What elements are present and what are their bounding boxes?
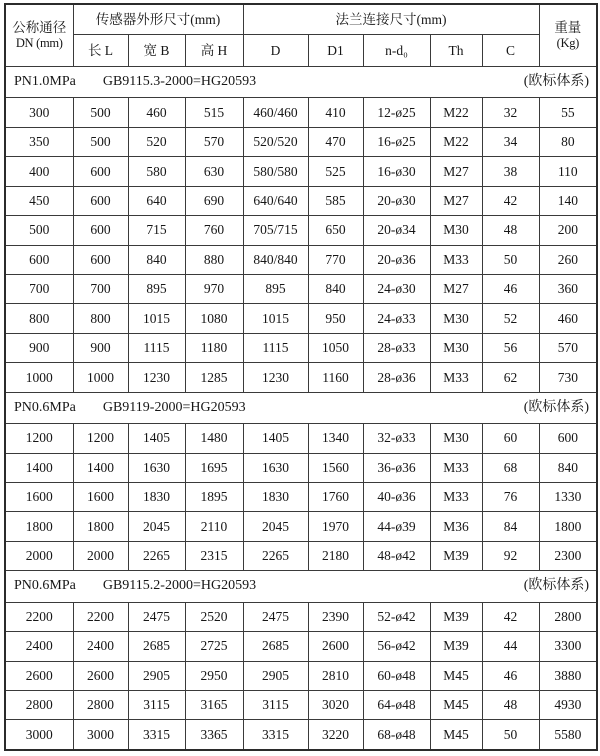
cell: M30 <box>430 333 482 362</box>
cell: 2685 <box>243 632 308 661</box>
cell: 700 <box>73 274 128 303</box>
cell: 1230 <box>128 363 185 392</box>
section-row <box>5 67 597 98</box>
cell: 500 <box>5 216 73 245</box>
header-height-h: 高 H <box>185 35 243 67</box>
cell: 60 <box>482 424 539 453</box>
cell: 28-ø36 <box>363 363 430 392</box>
cell: M27 <box>430 186 482 215</box>
table-row <box>5 482 597 511</box>
cell: 3165 <box>185 690 243 719</box>
cell: 470 <box>308 127 363 156</box>
cell: 20-ø34 <box>363 216 430 245</box>
cell: 2905 <box>243 661 308 690</box>
cell: M45 <box>430 661 482 690</box>
table-row <box>5 690 597 719</box>
cell: 350 <box>5 127 73 156</box>
cell: 1600 <box>5 482 73 511</box>
cell: 580/580 <box>243 157 308 186</box>
cell: 12-ø25 <box>363 98 430 127</box>
cell: 705/715 <box>243 216 308 245</box>
cell: 42 <box>482 186 539 215</box>
table-row <box>5 245 597 274</box>
cell: M39 <box>430 632 482 661</box>
header-n-d0: n-d₀ <box>363 35 430 67</box>
header-weight <box>539 4 597 67</box>
cell: 2685 <box>128 632 185 661</box>
cell: 2315 <box>185 541 243 570</box>
cell: 460 <box>539 304 597 333</box>
cell: M33 <box>430 363 482 392</box>
cell: M45 <box>430 690 482 719</box>
weight-title: 重量 <box>554 20 582 36</box>
cell: 760 <box>185 216 243 245</box>
cell: 840/840 <box>243 245 308 274</box>
table-body <box>5 67 597 751</box>
cell: 900 <box>73 333 128 362</box>
cell: 46 <box>482 274 539 303</box>
section-line <box>6 74 596 91</box>
cell: 1200 <box>73 424 128 453</box>
cell: 56-ø42 <box>363 632 430 661</box>
cell: 640 <box>128 186 185 215</box>
cell: 3365 <box>185 720 243 750</box>
cell: 1800 <box>73 512 128 541</box>
cell: M39 <box>430 541 482 570</box>
cell: 48 <box>482 690 539 719</box>
flange-spec-table <box>4 3 598 751</box>
cell: 50 <box>482 720 539 750</box>
header-length-l: 长 L <box>73 35 128 67</box>
cell: 1285 <box>185 363 243 392</box>
cell: 52 <box>482 304 539 333</box>
nominal-diameter-unit: DN (mm) <box>15 36 63 51</box>
weight-unit: (Kg) <box>556 36 580 51</box>
cell: 570 <box>539 333 597 362</box>
cell: 1000 <box>5 363 73 392</box>
cell: 110 <box>539 157 597 186</box>
cell: 2265 <box>243 541 308 570</box>
cell: 1630 <box>128 453 185 482</box>
cell: M22 <box>430 98 482 127</box>
cell: 600 <box>73 186 128 215</box>
table-row <box>5 661 597 690</box>
cell: 520 <box>128 127 185 156</box>
cell: M33 <box>430 245 482 274</box>
cell: 525 <box>308 157 363 186</box>
cell: 570 <box>185 127 243 156</box>
table-row <box>5 274 597 303</box>
cell: 2600 <box>5 661 73 690</box>
cell: 1160 <box>308 363 363 392</box>
cell: 1630 <box>243 453 308 482</box>
cell: 2905 <box>128 661 185 690</box>
cell: 515 <box>185 98 243 127</box>
cell: 2045 <box>128 512 185 541</box>
cell: 68 <box>482 453 539 482</box>
table-row <box>5 363 597 392</box>
cell: 1200 <box>5 424 73 453</box>
cell: 32 <box>482 98 539 127</box>
table-row <box>5 216 597 245</box>
cell: M30 <box>430 424 482 453</box>
cell: 1180 <box>185 333 243 362</box>
cell: 16-ø25 <box>363 127 430 156</box>
cell: 585 <box>308 186 363 215</box>
cell: 895 <box>128 274 185 303</box>
cell: 3300 <box>539 632 597 661</box>
cell: 20-ø36 <box>363 245 430 274</box>
cell: 1480 <box>185 424 243 453</box>
table-row <box>5 632 597 661</box>
cell: 3000 <box>73 720 128 750</box>
cell: 44 <box>482 632 539 661</box>
cell: 640/640 <box>243 186 308 215</box>
cell: 2000 <box>73 541 128 570</box>
cell: M27 <box>430 274 482 303</box>
section-row <box>5 392 597 423</box>
cell: 580 <box>128 157 185 186</box>
cell: 50 <box>482 245 539 274</box>
cell: 2520 <box>185 602 243 631</box>
pressure-rating-label: PN0.6MPa <box>14 399 76 415</box>
nominal-diameter-title: 公称通径 <box>12 20 67 36</box>
cell: 1080 <box>185 304 243 333</box>
cell: 630 <box>185 157 243 186</box>
cell: 1800 <box>539 512 597 541</box>
cell: 68-ø48 <box>363 720 430 750</box>
cell: 650 <box>308 216 363 245</box>
table-row <box>5 453 597 482</box>
cell: 715 <box>128 216 185 245</box>
cell: 260 <box>539 245 597 274</box>
cell: 20-ø30 <box>363 186 430 215</box>
table-header <box>5 4 597 67</box>
standard-code-label: GB9115.2-2000=HG20593 <box>102 578 257 594</box>
table-row <box>5 602 597 631</box>
standard-code-label: GB9119-2000=HG20593 <box>102 399 246 415</box>
cell: 80 <box>539 127 597 156</box>
cell: 76 <box>482 482 539 511</box>
cell: 840 <box>308 274 363 303</box>
cell: M36 <box>430 512 482 541</box>
cell: 800 <box>5 304 73 333</box>
header-flange-dimensions-group: 法兰连接尺寸(mm) <box>243 4 539 35</box>
cell: 24-ø30 <box>363 274 430 303</box>
table-row <box>5 512 597 541</box>
cell: 600 <box>539 424 597 453</box>
cell: 46 <box>482 661 539 690</box>
cell: M30 <box>430 216 482 245</box>
header-sensor-dimensions-group: 传感器外形尺寸(mm) <box>73 4 243 35</box>
cell: 1330 <box>539 482 597 511</box>
cell: 700 <box>5 274 73 303</box>
cell: M22 <box>430 127 482 156</box>
cell: 900 <box>5 333 73 362</box>
cell: 28-ø33 <box>363 333 430 362</box>
cell: 950 <box>308 304 363 333</box>
cell: M30 <box>430 304 482 333</box>
cell: 2600 <box>73 661 128 690</box>
section-cell <box>5 392 597 423</box>
section-row <box>5 571 597 602</box>
cell: 24-ø33 <box>363 304 430 333</box>
cell: 895 <box>243 274 308 303</box>
cell: 1115 <box>128 333 185 362</box>
cell: 52-ø42 <box>363 602 430 631</box>
cell: 2475 <box>128 602 185 631</box>
cell: 2725 <box>185 632 243 661</box>
cell: 5580 <box>539 720 597 750</box>
cell: 410 <box>308 98 363 127</box>
cell: 460 <box>128 98 185 127</box>
table-row <box>5 127 597 156</box>
cell: 3115 <box>243 690 308 719</box>
cell: 2800 <box>5 690 73 719</box>
cell: 48-ø42 <box>363 541 430 570</box>
cell: 1830 <box>243 482 308 511</box>
cell: 62 <box>482 363 539 392</box>
cell: 1800 <box>5 512 73 541</box>
section-line <box>6 578 596 595</box>
cell: M45 <box>430 720 482 750</box>
cell: M27 <box>430 157 482 186</box>
cell: 1050 <box>308 333 363 362</box>
table-row <box>5 304 597 333</box>
table-row <box>5 424 597 453</box>
cell: 2390 <box>308 602 363 631</box>
cell: 84 <box>482 512 539 541</box>
header-row-subcolumns <box>5 35 597 67</box>
standard-system-note: (欧标体系) <box>523 73 590 89</box>
header-c: C <box>482 35 539 67</box>
cell: 3220 <box>308 720 363 750</box>
cell: 600 <box>73 216 128 245</box>
cell: 3315 <box>243 720 308 750</box>
cell: 1695 <box>185 453 243 482</box>
cell: 56 <box>482 333 539 362</box>
cell: 730 <box>539 363 597 392</box>
cell: 64-ø48 <box>363 690 430 719</box>
cell: 840 <box>128 245 185 274</box>
cell: 60-ø48 <box>363 661 430 690</box>
cell: 2800 <box>73 690 128 719</box>
table-row <box>5 186 597 215</box>
cell: 1015 <box>243 304 308 333</box>
table-row <box>5 333 597 362</box>
header-th: Th <box>430 35 482 67</box>
cell: 34 <box>482 127 539 156</box>
cell: 1760 <box>308 482 363 511</box>
header-width-b: 宽 B <box>128 35 185 67</box>
cell: 200 <box>539 216 597 245</box>
table-row <box>5 720 597 750</box>
cell: 690 <box>185 186 243 215</box>
cell: 800 <box>73 304 128 333</box>
cell: 450 <box>5 186 73 215</box>
cell: 3315 <box>128 720 185 750</box>
cell: 300 <box>5 98 73 127</box>
cell: 2300 <box>539 541 597 570</box>
header-nominal-diameter <box>5 4 73 67</box>
cell: 1560 <box>308 453 363 482</box>
header-d1: D1 <box>308 35 363 67</box>
cell: 770 <box>308 245 363 274</box>
cell: 460/460 <box>243 98 308 127</box>
cell: 600 <box>73 245 128 274</box>
cell: 2400 <box>5 632 73 661</box>
cell: 32-ø33 <box>363 424 430 453</box>
cell: 2800 <box>539 602 597 631</box>
cell: 2810 <box>308 661 363 690</box>
cell: 880 <box>185 245 243 274</box>
section-line <box>6 400 596 417</box>
standard-system-note: (欧标体系) <box>523 399 590 415</box>
cell: 520/520 <box>243 127 308 156</box>
cell: 360 <box>539 274 597 303</box>
section-cell <box>5 67 597 98</box>
cell: M33 <box>430 453 482 482</box>
cell: 2400 <box>73 632 128 661</box>
table-row <box>5 98 597 127</box>
cell: 4930 <box>539 690 597 719</box>
cell: 2000 <box>5 541 73 570</box>
cell: 2950 <box>185 661 243 690</box>
table-row <box>5 541 597 570</box>
cell: 3115 <box>128 690 185 719</box>
header-row-groups <box>5 4 597 35</box>
header-d: D <box>243 35 308 67</box>
cell: 2600 <box>308 632 363 661</box>
cell: 1340 <box>308 424 363 453</box>
cell: 500 <box>73 127 128 156</box>
cell: 1015 <box>128 304 185 333</box>
table-row <box>5 157 597 186</box>
standard-system-note: (欧标体系) <box>523 578 590 594</box>
cell: 40-ø36 <box>363 482 430 511</box>
cell: 840 <box>539 453 597 482</box>
cell: 1115 <box>243 333 308 362</box>
cell: 44-ø39 <box>363 512 430 541</box>
pressure-rating-label: PN0.6MPa <box>14 578 76 594</box>
cell: 2200 <box>5 602 73 631</box>
cell: 3000 <box>5 720 73 750</box>
cell: 1970 <box>308 512 363 541</box>
pressure-rating-label: PN1.0MPa <box>14 73 76 89</box>
cell: 2265 <box>128 541 185 570</box>
cell: 2475 <box>243 602 308 631</box>
cell: 2180 <box>308 541 363 570</box>
cell: 1000 <box>73 363 128 392</box>
cell: M33 <box>430 482 482 511</box>
cell: 92 <box>482 541 539 570</box>
cell: 400 <box>5 157 73 186</box>
cell: 36-ø36 <box>363 453 430 482</box>
cell: 16-ø30 <box>363 157 430 186</box>
cell: 55 <box>539 98 597 127</box>
cell: 1895 <box>185 482 243 511</box>
cell: 970 <box>185 274 243 303</box>
cell: 3020 <box>308 690 363 719</box>
cell: 3880 <box>539 661 597 690</box>
cell: M39 <box>430 602 482 631</box>
cell: 1400 <box>73 453 128 482</box>
cell: 48 <box>482 216 539 245</box>
cell: 1400 <box>5 453 73 482</box>
cell: 1405 <box>243 424 308 453</box>
cell: 600 <box>73 157 128 186</box>
cell: 2045 <box>243 512 308 541</box>
section-cell <box>5 571 597 602</box>
cell: 1830 <box>128 482 185 511</box>
cell: 1405 <box>128 424 185 453</box>
cell: 2200 <box>73 602 128 631</box>
cell: 600 <box>5 245 73 274</box>
cell: 1600 <box>73 482 128 511</box>
cell: 38 <box>482 157 539 186</box>
cell: 140 <box>539 186 597 215</box>
cell: 1230 <box>243 363 308 392</box>
cell: 2110 <box>185 512 243 541</box>
cell: 500 <box>73 98 128 127</box>
standard-code-label: GB9115.3-2000=HG20593 <box>102 73 257 89</box>
cell: 42 <box>482 602 539 631</box>
